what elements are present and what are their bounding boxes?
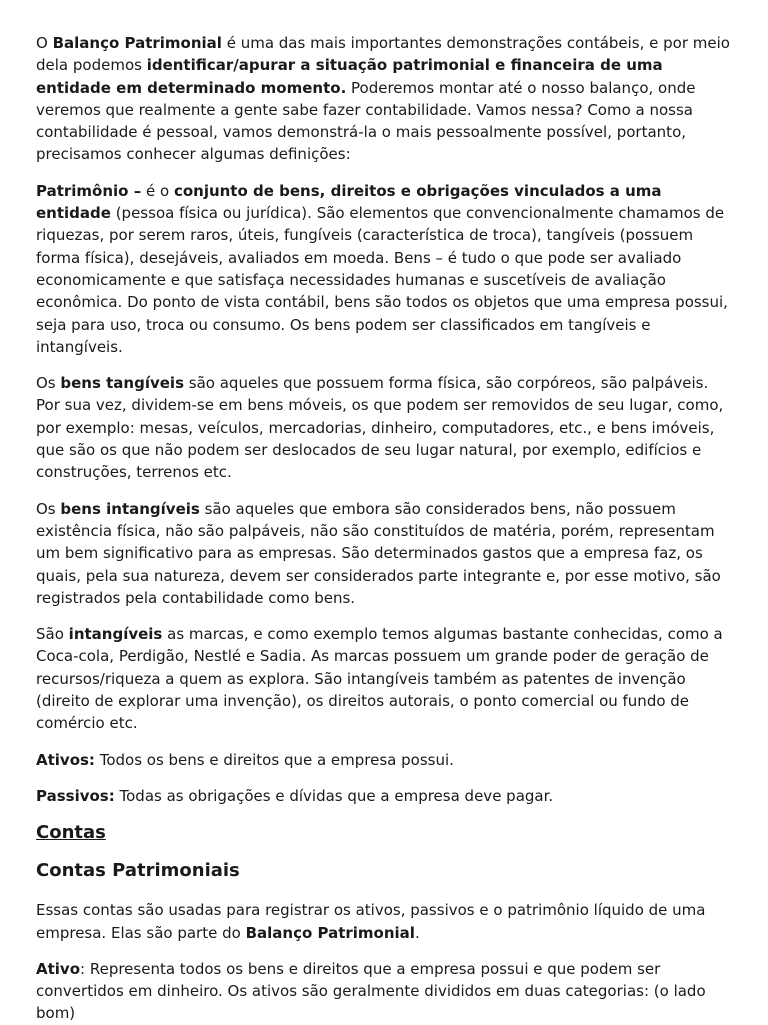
text: São [36, 625, 69, 644]
text: são aqueles que embora são considerados bens, não possuem existência física, não são palpáveis, não são constituídos de matéria, porém, representam um bem significativo para as empresas. São determinados gastos que a empresa faz, os quais, pela sua natureza, devem ser considerados parte integrante e, por esse motivo, são registrados pela contabilidade como bens. [36, 499, 721, 607]
text: são aqueles que possuem forma física, são corpóreos, são palpáveis. Por sua vez, dividem-se em bens móveis, os que podem ser removidos de seu lugar, como, por exemplo: mesas, veículos, mercadorias, dinheiro, computadores, etc., e bens imóveis, que são os que não podem ser deslocados de seu lugar natural, por exemplo, edifícios e construções, terrenos etc. [36, 374, 724, 482]
paragraph-bens-tangiveis [36, 372, 734, 483]
bold-text: identificar/apurar a situação patrimonial e financeira de uma entidade em determinado momento. [36, 56, 663, 97]
bold-text: Patrimônio – [36, 181, 142, 200]
text: Essas contas são usadas para registrar os ativos, passivos e o patrimônio líquido de uma empresa. Elas são parte do [36, 901, 706, 942]
paragraph-bens-intangiveis [36, 498, 734, 609]
heading-contas: Contas [36, 822, 106, 844]
paragraph-passivos [36, 785, 734, 807]
bold-text: Ativo [36, 959, 81, 978]
bold-text: bens intangíveis [60, 499, 200, 518]
text: . [414, 923, 420, 942]
paragraph-patrimonio [36, 180, 734, 358]
text: é o [141, 181, 174, 200]
paragraph-ativo [36, 958, 734, 1025]
text: Os [36, 499, 61, 518]
paragraph-ativos [36, 749, 734, 771]
bold-text: conjunto de bens, direitos e obrigações vinculados a uma entidade [36, 181, 662, 223]
bold-text: Passivos: [36, 786, 115, 805]
text: Todos os bens e direitos que a empresa possui. [94, 750, 454, 769]
bold-text: intangíveis [68, 625, 163, 644]
heading-contas-patrimoniais: Contas Patrimoniais [36, 860, 240, 882]
bold-text: Ativos: [36, 750, 95, 769]
text: as marcas, e como exemplo temos algumas bastante conhecidas, como a Coca-cola, Perdigão, Nestlé e Sadia. As marcas possuem um grande poder de geração de recursos/riqueza a quem as explora. São intangíveis também as patentes de invenção (direito de explorar uma invenção), os direitos autorais, o ponto comercial ou fundo de comércio etc. [36, 625, 723, 733]
bold-text: bens tangíveis [60, 374, 185, 393]
text: é uma das mais importantes demonstrações contábeis, e por meio dela podemos [36, 34, 730, 75]
bold-text: Balanço Patrimonial [52, 34, 222, 52]
paragraph-balanco-intro [36, 32, 734, 166]
text: : Representa todos os bens e direitos que a empresa possui e que podem ser convertidos em dinheiro. Os ativos são geralmente divididos em duas categorias: (o lado bom) [36, 959, 706, 1023]
text: O [36, 34, 53, 52]
paragraph-contas-patrimoniais [36, 899, 734, 944]
text: (pessoa física ou jurídica). São elementos que convencionalmente chamamos de riquezas, por serem raros, úteis, fungíveis (característica de troca), tangíveis (possuem forma física), desejáveis, avaliados em moeda. Bens – é tudo o que pode ser avaliado economicamente e que satisfaça necessidades humanas e suscetíveis de avaliação econômica. Do ponto de vista contábil, bens são todos os objetos que uma empresa possui, seja para uso, troca ou consumo. Os bens podem ser classificados em tangíveis e intangíveis. [36, 204, 728, 356]
paragraph-intangiveis-marcas [36, 623, 734, 734]
text: Todas as obrigações e dívidas que a empresa deve pagar. [114, 786, 554, 805]
text: Poderemos montar até o nosso balanço, onde veremos que realmente a gente sabe fazer contabilidade. Vamos nessa? Como a nossa contabilidade é pessoal, vamos demonstrá-la o mais pessoalmente possível, portanto, precisamos conhecer algumas definições: [36, 78, 696, 164]
bold-text: Balanço Patrimonial [245, 923, 415, 942]
text: Os [36, 374, 61, 393]
